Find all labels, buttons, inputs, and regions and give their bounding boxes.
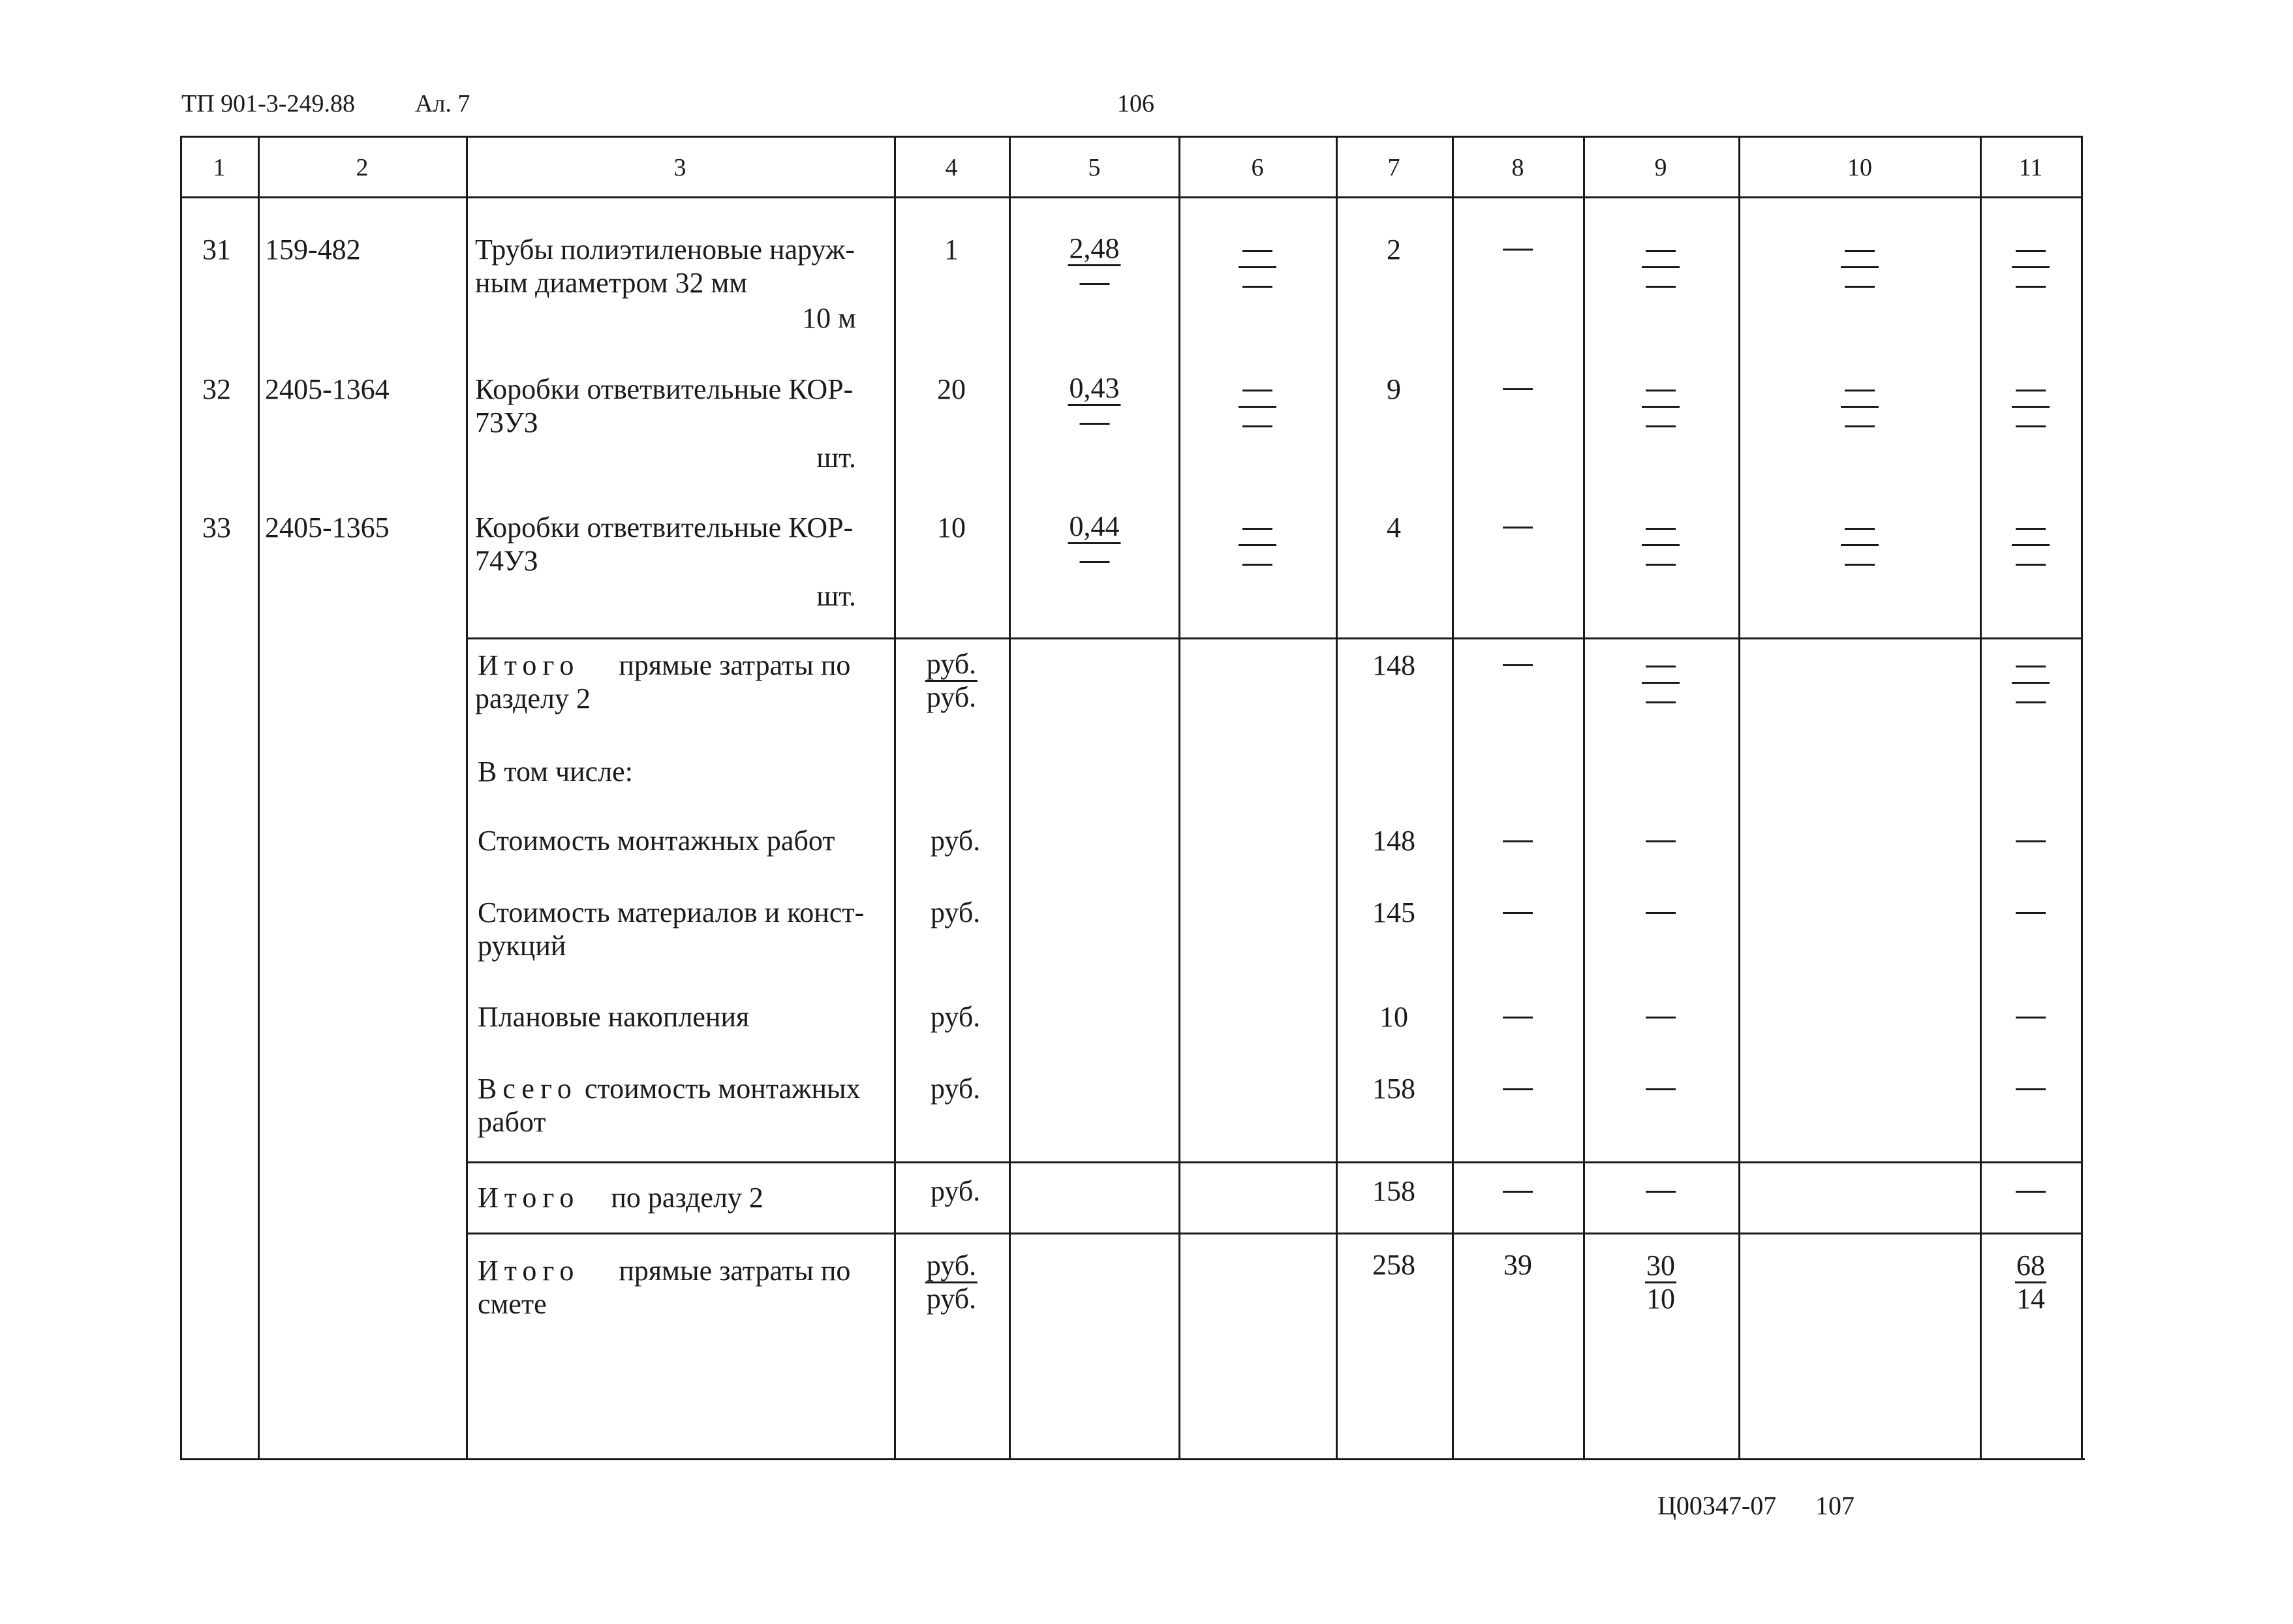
col11-dash [2016,840,2046,842]
column-number-5: 5 [1088,154,1101,181]
unit-price [1068,233,1121,299]
dash-mark [1079,423,1109,425]
unit-numerator: руб. [925,649,977,682]
unit-denominator: руб. [926,681,977,713]
col11-dash [2016,1088,2046,1090]
footer-page: 107 [1815,1491,1854,1520]
item-name-line2: 73УЗ [475,406,538,438]
col11-dash [2016,1017,2046,1019]
footer-code: Ц00347-07 [1657,1491,1777,1520]
unit-label: шт. [816,580,856,612]
col11-fraction [2012,649,2050,718]
col9-denominator: 10 [1646,1283,1675,1315]
total-cost: 9 [1387,373,1401,405]
dash-mark [2016,425,2046,427]
unit-denominator: руб. [926,1283,977,1315]
summary-label-line1: Стоимость материалов и конст- [478,896,865,928]
col11-fraction [2012,373,2050,442]
col10-fraction [1841,233,1879,302]
col9-dash [1646,1191,1676,1193]
dash-mark [1845,286,1875,288]
col8-dash [1503,1017,1533,1019]
col6-fraction [1239,233,1276,302]
item-name-line1: Трубы полиэтиленовые наруж- [475,234,855,266]
col8-dash [1503,249,1533,251]
unit-label: руб. [931,896,981,928]
col8-dash [1503,527,1533,529]
unit-label: руб. [931,1175,981,1207]
col8-value: 39 [1503,1249,1532,1281]
norm-code: 159-482 [265,234,361,266]
dash-mark [2016,564,2046,566]
summary-label-line1 [478,1072,861,1105]
column-number-8: 8 [1511,154,1524,181]
col11-fraction [2012,511,2050,580]
quantity: 20 [937,373,966,405]
summary-label-rest: стоимость монтажных [584,1073,861,1105]
unit-price-value: 2,48 [1068,233,1121,266]
summary-label [478,1181,763,1214]
col11-dash [2016,1191,2046,1193]
total-cost: 148 [1372,649,1415,681]
dash-mark [1646,528,1676,530]
column-number-11: 11 [2018,154,2043,181]
unit-price [1068,373,1121,439]
column-number-7: 7 [1387,154,1400,181]
col8-dash [1503,388,1533,390]
page-number: 106 [1117,90,1154,117]
unit-fraction [925,649,977,713]
column-number-6: 6 [1251,154,1264,181]
total-cost: 158 [1372,1175,1415,1207]
dash-mark [1845,564,1875,566]
col9-fraction [1642,373,1680,442]
dash-mark [1646,666,1676,667]
col8-dash [1503,1191,1533,1193]
dash-mark [1242,528,1272,530]
including-heading: В том числе: [478,756,633,788]
document-code: ТП 901-3-249.88 [181,90,355,117]
row-number: 33 [202,512,231,544]
column-number-1: 1 [213,154,226,181]
col11-fraction [2012,233,2050,302]
summary-label-line1 [478,649,850,682]
dash-mark [1845,390,1875,391]
dash-mark [1242,286,1272,288]
unit-label: 10 м [802,302,856,334]
col9-dash [1646,912,1676,914]
summary-label-line2: смете [478,1288,547,1320]
dash-mark [1242,425,1272,427]
column-number-2: 2 [356,154,369,181]
unit-label: шт. [816,442,856,474]
item-name-line2: 74УЗ [475,545,538,577]
col8-dash [1503,1088,1533,1090]
item-name-line1: Коробки ответвительные КОР- [475,373,854,405]
dash-mark [2016,390,2046,391]
total-cost: 145 [1372,896,1415,928]
itogo-label: Итого [478,1255,580,1287]
dash-mark [2016,666,2046,667]
col6-fraction [1239,511,1276,580]
column-number-4: 4 [945,154,958,181]
total-cost: 148 [1372,825,1415,857]
dash-mark [1242,564,1272,566]
dash-mark [1646,425,1676,427]
dash-mark [2016,286,2046,288]
norm-code: 2405-1364 [265,373,390,405]
col9-fraction [1642,649,1680,718]
row-number: 32 [202,373,231,405]
total-cost: 258 [1372,1249,1415,1281]
summary-label-line2: рукций [478,930,566,962]
dash-mark [1845,250,1875,252]
unit-label: руб. [931,1073,981,1105]
col9-dash [1646,1017,1676,1019]
itogo-label: Итого [478,1182,580,1214]
unit-price-value: 0,43 [1068,373,1121,406]
dash-mark [1646,250,1676,252]
col8-dash [1503,840,1533,842]
summary-label-rest: прямые затраты по [619,649,851,681]
col9-numerator: 30 [1645,1250,1676,1283]
col11-denominator: 14 [2016,1283,2045,1315]
unit-label: руб. [931,825,981,857]
col9-fraction [1645,1250,1676,1315]
quantity: 1 [944,234,959,266]
dash-mark [1079,283,1109,285]
itogo-label: Итого [478,649,580,681]
dash-mark [1845,425,1875,427]
unit-price [1068,511,1121,577]
unit-numerator: руб. [925,1250,977,1283]
column-number-9: 9 [1654,154,1667,181]
unit-label: руб. [931,1001,981,1033]
summary-label-rest: прямые затраты по [619,1255,851,1287]
col9-fraction [1642,511,1680,580]
col11-dash [2016,912,2046,914]
summary-label: Стоимость монтажных работ [478,825,835,857]
column-number-10: 10 [1847,154,1872,181]
total-cost: 10 [1379,1001,1408,1033]
dash-mark [1242,250,1272,252]
total-cost: 158 [1372,1073,1415,1105]
col11-fraction [2015,1250,2046,1315]
item-name-line1: Коробки ответвительные КОР- [475,512,854,544]
unit-price-value: 0,44 [1068,511,1121,544]
quantity: 10 [937,512,966,544]
total-cost: 4 [1387,512,1401,544]
col8-dash [1503,912,1533,914]
col9-dash [1646,840,1676,842]
dash-mark [1242,390,1272,391]
dash-mark [1646,390,1676,391]
dash-mark [2016,250,2046,252]
vsego-label: Всего [478,1073,577,1105]
dash-mark [1079,561,1109,563]
summary-label-line1 [478,1254,850,1287]
dash-mark [2016,528,2046,530]
dash-mark [1845,528,1875,530]
dash-mark [1646,701,1676,703]
col9-fraction [1642,233,1680,302]
item-name-line2: ным диаметром 32 мм [475,267,748,299]
album-number: Ал. 7 [415,90,470,117]
col8-dash [1503,664,1533,666]
col10-fraction [1841,373,1879,442]
dash-mark [1646,286,1676,288]
summary-label-line2: работ [478,1106,546,1138]
unit-fraction [925,1250,977,1315]
norm-code: 2405-1365 [265,512,390,544]
col10-fraction [1841,511,1879,580]
col9-dash [1646,1088,1676,1090]
dash-mark [2016,701,2046,703]
row-number: 31 [202,234,231,266]
col11-numerator: 68 [2015,1250,2046,1283]
summary-label-rest: по разделу 2 [611,1182,763,1214]
column-number-3: 3 [673,154,686,181]
col6-fraction [1239,373,1276,442]
total-cost: 2 [1387,234,1401,266]
summary-label: Плановые накопления [478,1001,750,1033]
dash-mark [1646,564,1676,566]
summary-label-line2: разделу 2 [475,682,591,714]
